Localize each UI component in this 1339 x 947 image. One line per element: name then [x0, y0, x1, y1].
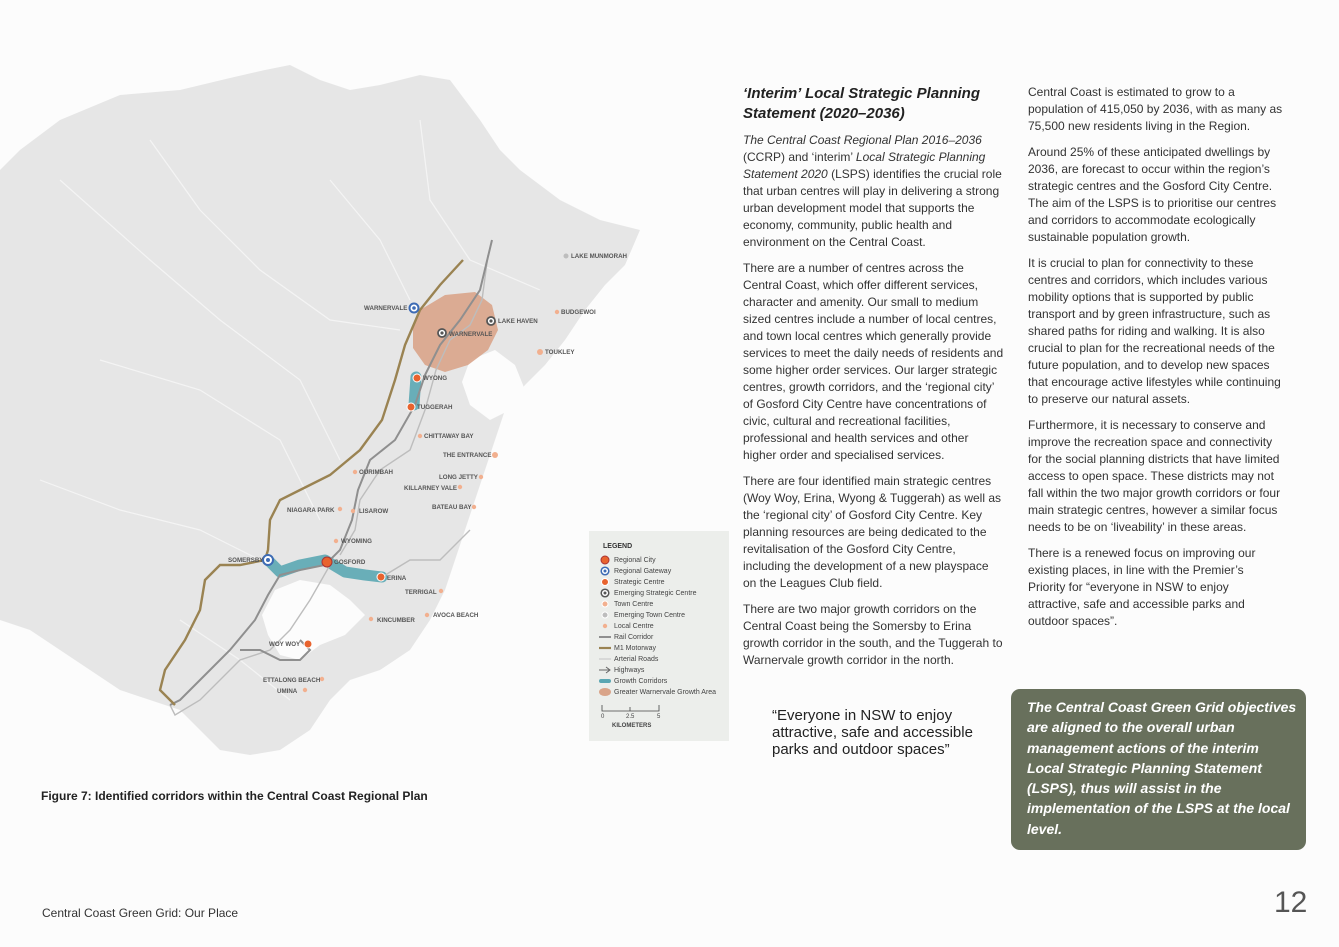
legend-item-rail-corridor — [599, 632, 653, 642]
scale-unit: KILOMETERS — [612, 723, 652, 729]
label-warnervale-emerging: WARNERVALE — [449, 331, 493, 338]
callout-box — [1011, 689, 1306, 850]
legend-item-greater-warnervale — [599, 687, 716, 697]
scale-tick-5: 5 — [657, 714, 661, 720]
label-tuggerah: TUGGERAH — [417, 404, 453, 411]
paragraph: There are a number of centres across the Central Coast, which offer different services, character and amenity. Our small to medium sized centres include a number of local centres, and town local centres which generally provide services to meet the daily needs of residents and some higher order services. Our larger strategic centres, growth corridors, and the ‘regional city’ of Gosford City Centre have concentrations of civic, cultural and recreational facilities, professional and health services and other higher order and specialised services. — [743, 261, 1004, 462]
page-number: 12 — [1274, 886, 1308, 919]
legend-label: Regional Gateway — [614, 567, 672, 575]
legend-title: LEGEND — [603, 543, 633, 550]
footer-title: Central Coast Green Grid: Our Place — [42, 906, 239, 920]
scale-tick-2-5: 2.5 — [626, 714, 635, 720]
emerging-strategic-centre-icon — [599, 589, 611, 598]
legend-label: Emerging Town Centre — [614, 611, 686, 619]
legend-label: Rail Corridor — [614, 633, 654, 641]
paragraph: Central Coast is estimated to grow to a population of 415,050 by 2036, with as many as 75,500 new residents living in the Region. — [1028, 85, 1283, 133]
paragraph: There are two major growth corridors on the Central Coast being the Somersby to Erina growth corridor in the south, and the Tuggerah to Warnervale growth corridor in the north. — [743, 602, 1003, 667]
legend-label: Arterial Roads — [614, 655, 659, 663]
legend-label: Growth Corridors — [614, 677, 668, 685]
paragraph: Furthermore, it is necessary to conserve and improve the recreation space and connectivity for the social planning districts that have limited access to open space. These districts may not fall within the two major growth corridors or four main strategic centres, however a similar focus needs to be on ‘liveability’ in these areas. — [1028, 418, 1281, 534]
label-avoca-beach: AVOCA BEACH — [433, 612, 479, 619]
body-text: (CCRP) and ‘interim’ — [743, 150, 856, 164]
legend-item-town-centre — [599, 599, 653, 609]
legend-item-local-centre — [599, 621, 654, 631]
legend-label: Regional City — [614, 556, 656, 564]
label-erina: ERINA — [387, 575, 407, 582]
motorway-line-icon — [599, 644, 611, 653]
paragraph: There are four identified main strategic centres (Woy Woy, Erina, Wyong & Tuggerah) as well as the ‘regional city’ of Gosford City Centre. Key planning resources are being dedicated to the revitalisation of the Gosford City Centre, including the development of a new playspace on the Leagues Club field. — [743, 474, 1001, 590]
paragraph — [743, 132, 1005, 251]
legend-label: Emerging Strategic Centre — [614, 589, 697, 597]
legend-item-growth-corridors — [599, 676, 667, 686]
label-killarney-vale: KILLARNEY VALE — [404, 485, 458, 492]
label-kincumber: KINCUMBER — [377, 617, 415, 624]
paragraph: It is crucial to plan for connectivity to these centres and corridors, which includes various mobility options that is supported by public transport and by green infrastructure, such as shared paths for riding and walking. It is also crucial to plan for the recreational needs of the future population, and to develop new spaces that encourage active lifestyles while continuing to preserve our natural assets. — [1028, 256, 1281, 406]
legend-item-regional-city — [599, 555, 656, 565]
scale-bar — [601, 703, 671, 731]
figure-caption: Figure 7: Identified corridors within the Central Coast Regional Plan — [41, 789, 428, 803]
label-toukley: TOUKLEY — [545, 349, 575, 356]
strategic-centre-icon — [599, 578, 611, 587]
label-long-jetty: LONG JETTY — [439, 474, 478, 481]
section-heading: ‘Interim’ Local Strategic Planning Statement (2020–2036) — [743, 85, 980, 122]
local-centre-icon — [599, 622, 611, 631]
legend-label: Strategic Centre — [614, 578, 665, 586]
legend-item-emerging-strategic-centre — [599, 588, 696, 598]
legend-item-regional-gateway — [599, 566, 671, 576]
italic-text: The Central Coast Regional Plan 2016–2036 — [743, 133, 982, 147]
arterial-road-line-icon — [599, 655, 611, 664]
label-warnervale-gateway: WARNERVALE — [364, 305, 408, 312]
label-umina: UMINA — [277, 688, 298, 695]
label-woy-woy: WOY WOY — [269, 641, 301, 648]
label-the-entrance: THE ENTRANCE — [443, 452, 492, 459]
paragraph: Around 25% of these anticipated dwellings by 2036, are forecast to occur within the region’s strategic centres and the Gosford City Centre. The aim of the LSPS is to prioritise our centres and corridors to accommodate ecologically sustainable population growth. — [1028, 145, 1277, 244]
label-wyong: WYONG — [423, 375, 448, 382]
label-chittaway-bay: CHITTAWAY BAY — [424, 433, 474, 440]
legend-item-arterial-roads — [599, 654, 658, 664]
label-gosford: GOSFORD — [334, 559, 366, 566]
scale-bar-graphic — [601, 703, 671, 715]
scale-tick-0: 0 — [601, 714, 605, 720]
label-lisarow: LISAROW — [359, 508, 389, 515]
label-somersby: SOMERSBY — [228, 557, 264, 564]
legend-label: Town Centre — [614, 600, 654, 608]
label-lake-munmorah: LAKE MUNMORAH — [571, 253, 628, 260]
callout-text: The Central Coast Green Grid objectives are aligned to the overall urban management actions of the interim Local Strategic Planning Statement (LSPS), thus will assist in the implementation of the LSPS at the local level. — [1027, 699, 1297, 837]
legend-item-strategic-centre — [599, 577, 665, 587]
legend-label: Highways — [614, 666, 645, 674]
town-centre-icon — [599, 600, 611, 609]
legend-item-emerging-town-centre — [599, 610, 685, 620]
regional-gateway-icon — [599, 567, 611, 576]
body-text: (LSPS) identifies the crucial role that urban centres will play in delivering a strong urban development model that supports the economy, community, public health and environment on the Central Coast. — [743, 167, 1002, 249]
pull-quote: “Everyone in NSW to enjoy attractive, safe and accessible parks and outdoor spaces” — [772, 707, 973, 758]
label-terrigal: TERRIGAL — [405, 589, 437, 596]
label-niagara-park: NIAGARA PARK — [287, 507, 335, 514]
italic-text: Local Strategic Planning Statement 2020 — [743, 150, 986, 181]
paragraph: There is a renewed focus on improving our existing places, in line with the Premier’s Priority for “everyone in NSW to enjoy attractive, safe and accessible parks and outdoor spaces”. — [1028, 546, 1256, 628]
text-column-1 — [743, 84, 1005, 678]
emerging-town-centre-icon — [599, 611, 611, 620]
label-ourimbah: OURIMBAH — [359, 469, 394, 476]
legend-label: Greater Warnervale Growth Area — [614, 688, 717, 696]
label-wyoming: WYOMING — [341, 538, 372, 545]
rail-line-icon — [599, 633, 611, 642]
growth-area-swatch-icon — [599, 688, 611, 697]
label-lake-haven: LAKE HAVEN — [498, 318, 538, 325]
label-budgewoi: BUDGEWOI — [561, 309, 596, 316]
label-ettalong-beach: ETTALONG BEACH — [263, 677, 321, 684]
legend-label: M1 Motorway — [614, 644, 657, 652]
label-bateau-bay: BATEAU BAY — [432, 504, 472, 511]
text-column-2 — [1028, 84, 1283, 639]
regional-city-icon — [599, 556, 611, 565]
map-legend — [589, 531, 729, 741]
legend-item-highways — [599, 665, 644, 675]
legend-item-m1-motorway — [599, 643, 656, 653]
growth-corridor-swatch-icon — [599, 677, 611, 686]
highway-arrow-icon — [599, 666, 611, 675]
legend-label: Local Centre — [614, 622, 654, 630]
